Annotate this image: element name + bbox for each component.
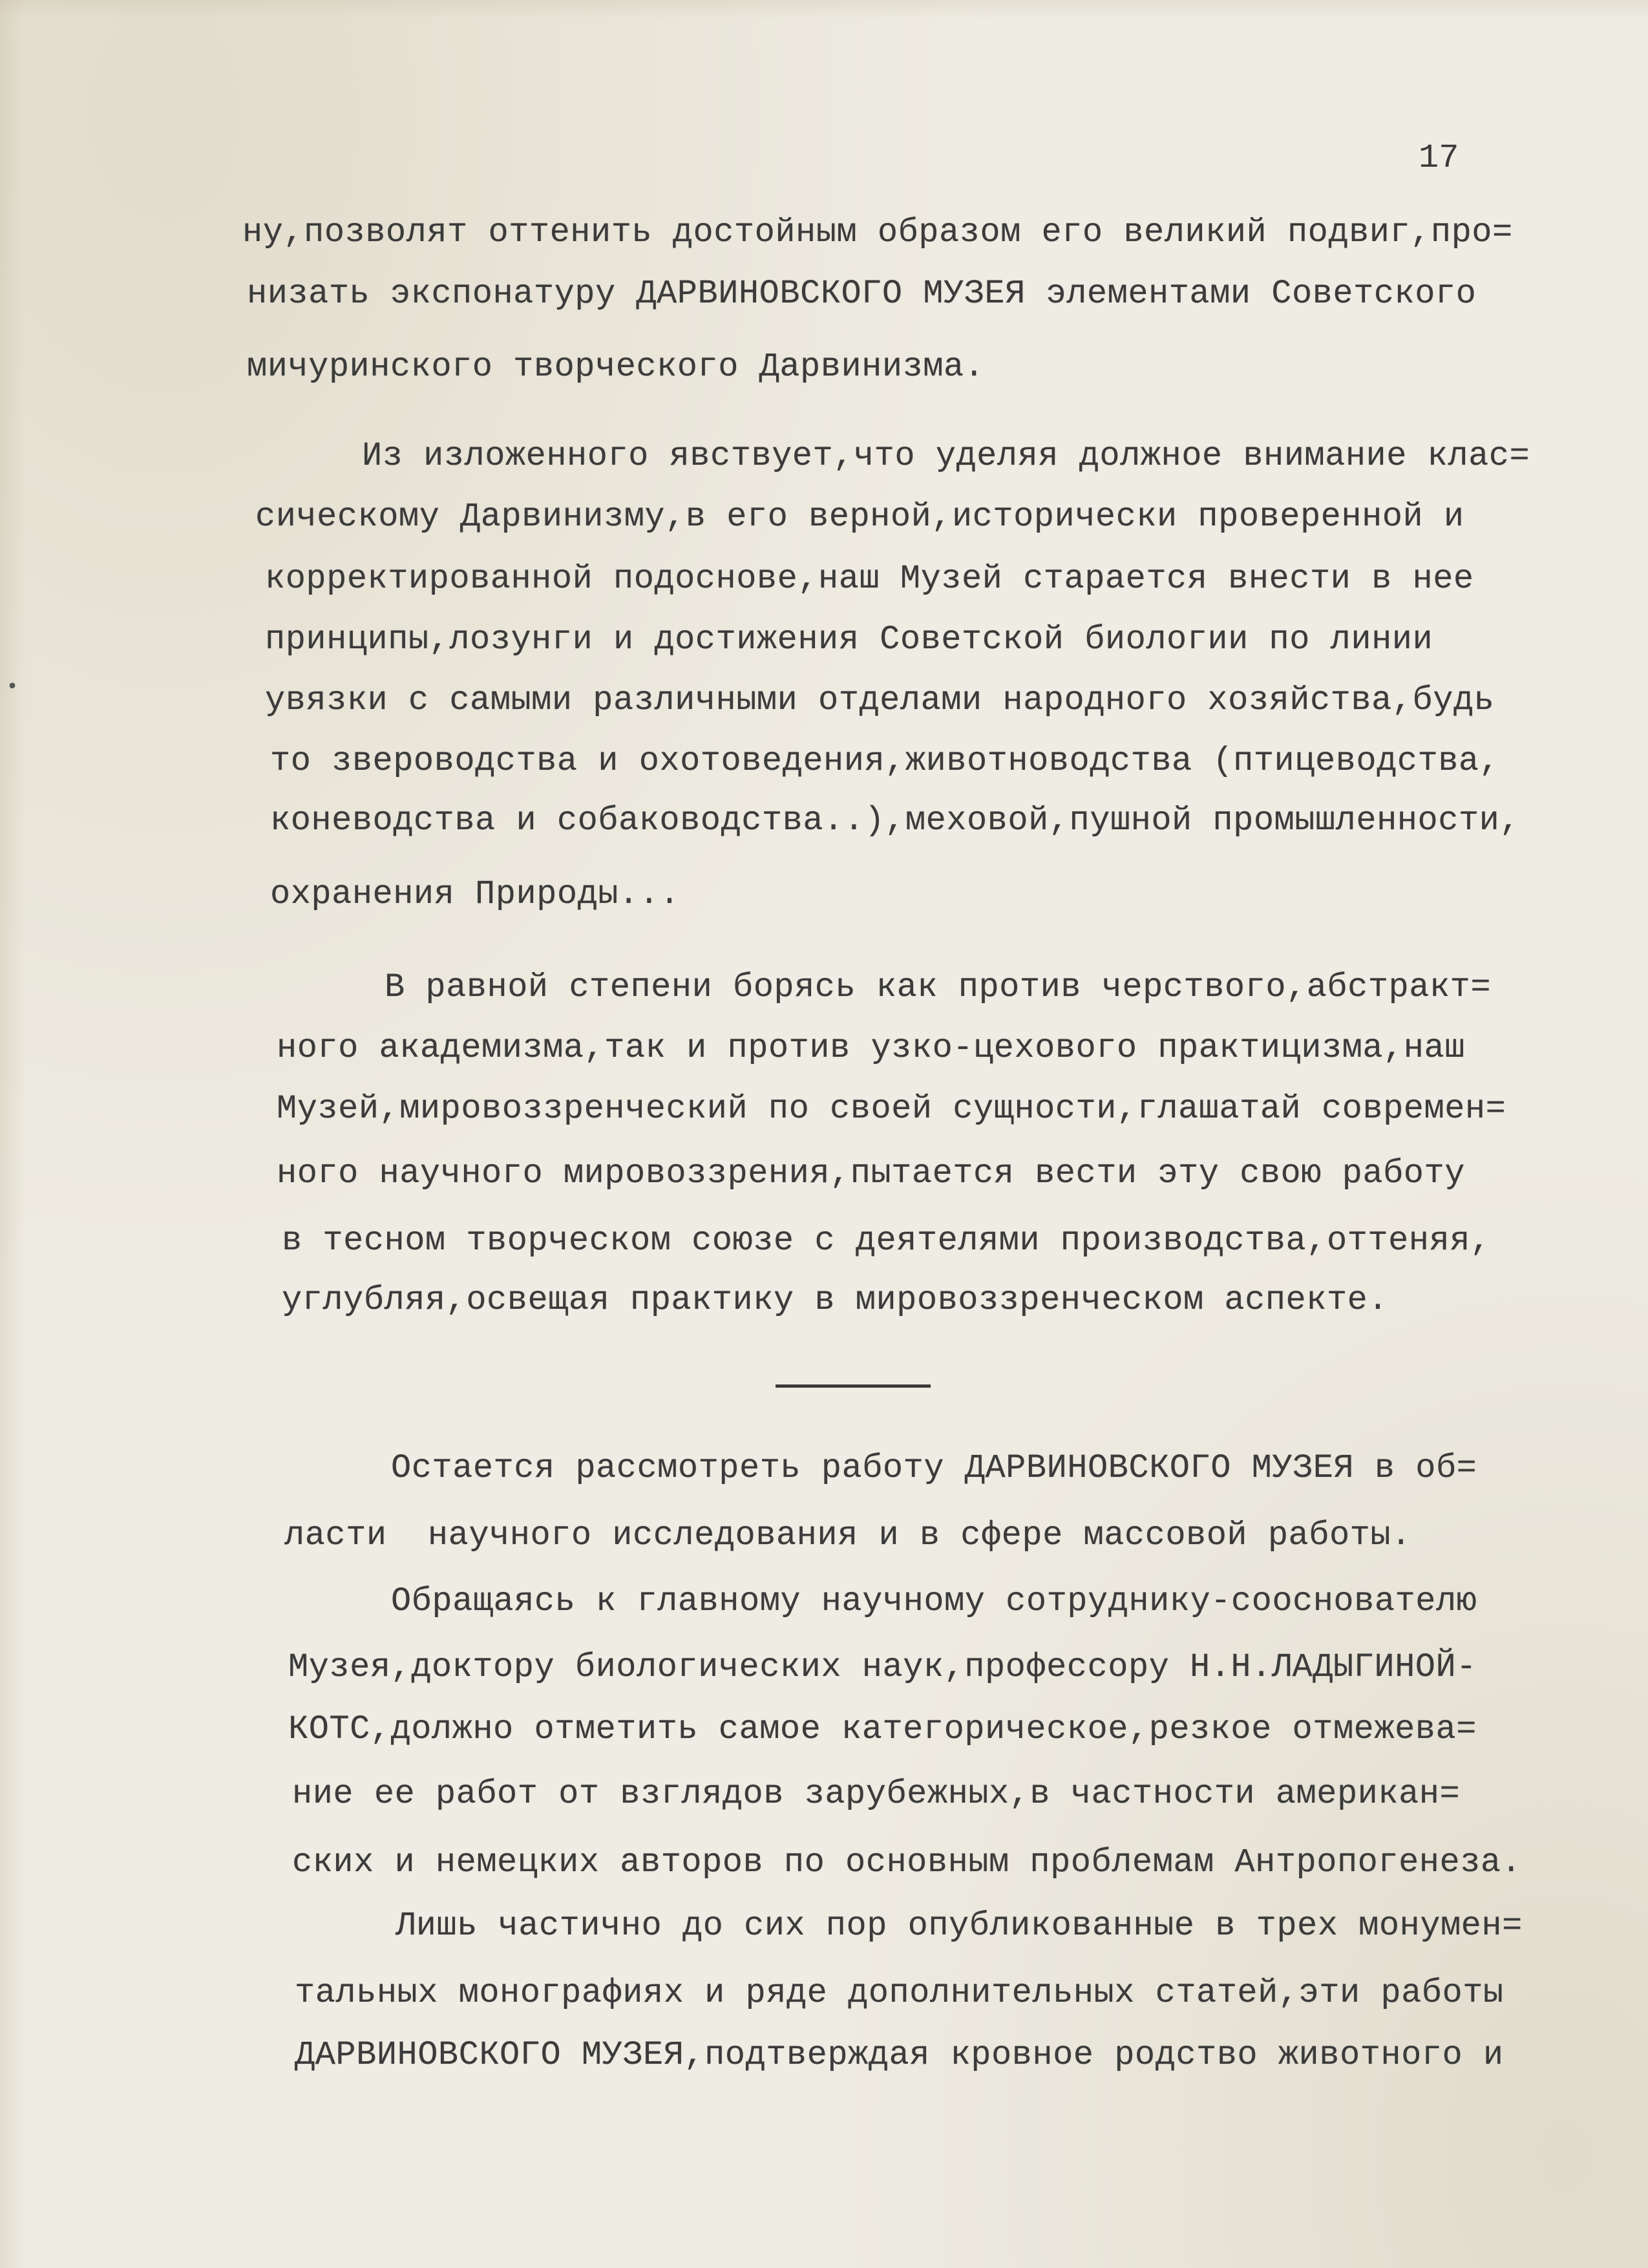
text-line: углубляя,освещая практику в мировоззренческом аспекте.	[282, 1281, 1389, 1319]
text-line: ного академизма,так и против узко-цехового практицизма,наш	[277, 1029, 1465, 1067]
text-line: мичуринского творческого Дарвинизма.	[247, 348, 985, 386]
text-line: ласти научного исследования и в сфере массовой работы.	[284, 1516, 1411, 1554]
text-line: ДАРВИНОВСКОГО МУЗЕЯ,подтверждая кровное родство животного и	[295, 2036, 1504, 2074]
text-line: Лишь частично до сих пор опубликованные в трех монумен=	[396, 1907, 1523, 1945]
text-line: Обращаясь к главному научному сотруднику-сооснователю	[391, 1582, 1477, 1620]
page-number: 17	[1419, 139, 1459, 177]
text-line: ских и немецких авторов по основным проблемам Антропогенеза.	[292, 1843, 1522, 1881]
text-line: охранения Природы...	[270, 875, 681, 913]
section-divider	[776, 1384, 931, 1388]
text-line: низать экспонатуру ДАРВИНОВСКОГО МУЗЕЯ элементами Советского	[247, 275, 1477, 313]
text-line: сическому Дарвинизму,в его верной,исторически проверенной и	[255, 498, 1464, 536]
text-line: В равной степени борясь как против черствого,абстракт=	[385, 968, 1492, 1006]
text-line: в тесном творческом союзе с деятелями производства,оттеняя,	[282, 1222, 1491, 1260]
text-line: ного научного мировоззрения,пытается вести эту свою работу	[277, 1154, 1465, 1192]
text-line: то звероводства и охотоведения,животноводства (птицеводства,	[270, 742, 1500, 780]
text-line: принципы,лозунги и достижения Советской биологии по линии	[265, 620, 1433, 659]
text-line: увязки с самыми различными отделами народного хозяйства,будь	[265, 681, 1495, 719]
margin-mark: •	[6, 675, 19, 698]
text-line: корректированной подоснове,наш Музей старается внести в нее	[265, 560, 1474, 598]
text-line: коневодства и собаководства..),меховой,пушной промышленности,	[270, 801, 1521, 840]
text-line: Музея,доктору биологических наук,профессору Н.Н.ЛАДЫГИНОЙ-	[288, 1648, 1477, 1686]
text-line: тальных монографиях и ряде дополнительных статей,эти работы	[295, 1974, 1504, 2012]
text-line: КОТС,должно отметить самое категорическое,резкое отмежева=	[288, 1710, 1477, 1748]
text-line: ну,позволят оттенить достойным образом его великий подвиг,про=	[242, 213, 1513, 251]
text-line: Музей,мировоззренческий по своей сущности,глашатай современ=	[277, 1090, 1506, 1128]
text-line: Из изложенного явствует,что уделяя должное внимание клас=	[362, 437, 1530, 475]
text-line: Остается рассмотреть работу ДАРВИНОВСКОГО МУЗЕЯ в об=	[391, 1449, 1477, 1487]
text-line: ние ее работ от взглядов зарубежных,в частности американ=	[292, 1775, 1461, 1813]
